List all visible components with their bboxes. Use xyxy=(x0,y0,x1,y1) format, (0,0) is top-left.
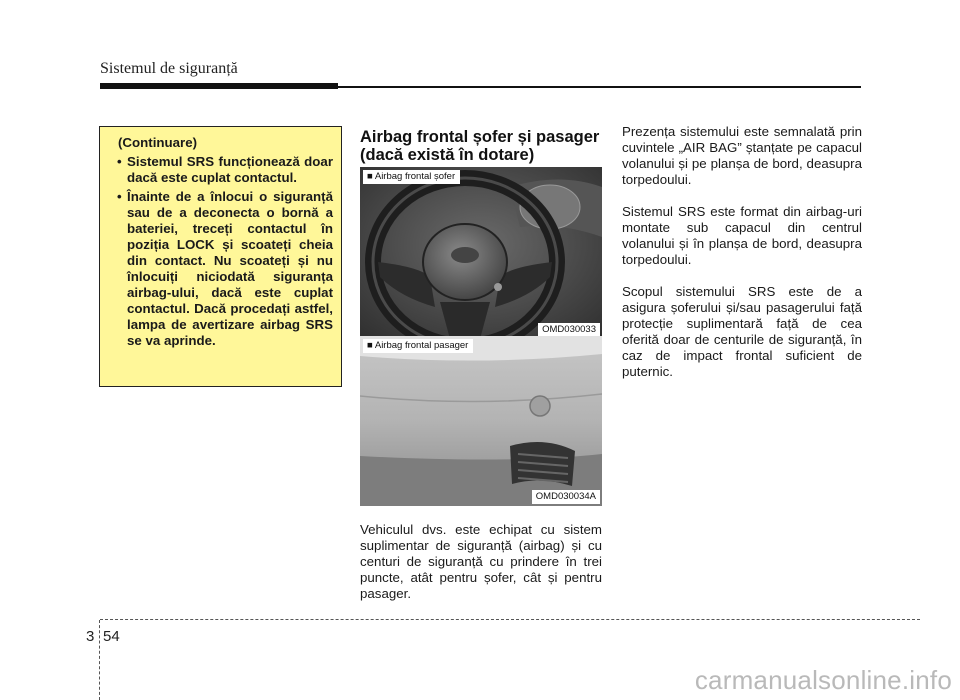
figure-label: ■ Airbag frontal șofer xyxy=(363,170,460,184)
right-column-text xyxy=(622,124,862,396)
section-title: Airbag frontal șofer și pasager (dacă există în dotare) xyxy=(360,128,600,164)
chapter-number: 3 xyxy=(86,628,95,645)
paragraph: Scopul sistemului SRS este de a asigura șoferului și/sau pasagerului față protecție suplimentară față de cea oferită doar de centurile de siguranță, în caz de impact frontal suficient de puternic. xyxy=(622,284,862,379)
figure-code: OMD030034A xyxy=(532,490,600,504)
figure-label: ■ Airbag frontal pasager xyxy=(363,339,473,353)
note-item-text: Înainte de a înlocui o siguranță sau de a deconecta o bornă a bateriei, treceți contactul în poziția LOCK și scoateți cheia din contact. Nu scoateți și nu înlocuiți niciodată siguranța airbag-ului, dacă este cuplat contactul. Dacă procedați astfel, lampa de avertizare airbag SRS se va aprinde. xyxy=(127,189,333,348)
bullet-icon: • xyxy=(117,189,122,204)
figure-passenger-airbag xyxy=(360,336,602,506)
note-heading: (Continuare) xyxy=(118,135,198,150)
figure-driver-airbag xyxy=(360,167,602,339)
page-header-title: Sistemul de siguranță xyxy=(100,60,238,77)
section-body-text: Vehiculul dvs. este echipat cu sistem suplimentar de siguranță (airbag) și cu centuri de siguranță cu prindere în trei puncte, atât pentru șofer, cât și pentru pasager. xyxy=(360,522,602,601)
paragraph: Prezența sistemului este semnalată prin cuvintele „AIR BAG” ștanțate pe capacul volanului și pe planșa de bord, deasupra torpedoului. xyxy=(622,124,862,187)
dashboard-illustration xyxy=(360,336,602,506)
warning-note-box xyxy=(99,126,342,387)
paragraph: Sistemul SRS este format din airbag-uri montate sub capacul din centrul volanului și în planșa de bord, deasupra torpedoului. xyxy=(622,204,862,267)
note-item xyxy=(108,154,333,186)
note-item xyxy=(108,189,333,349)
figure-code: OMD030033 xyxy=(538,323,600,337)
page-number: 54 xyxy=(103,628,120,645)
footer-divider xyxy=(99,620,100,700)
header-rule xyxy=(100,86,861,88)
footer-rule xyxy=(100,619,920,620)
watermark: carmanualsonline.info xyxy=(694,665,952,695)
note-item-text: Sistemul SRS funcționează doar dacă este cuplat contactul. xyxy=(127,154,333,185)
steering-wheel-illustration xyxy=(360,167,602,339)
bullet-icon: • xyxy=(117,154,122,169)
